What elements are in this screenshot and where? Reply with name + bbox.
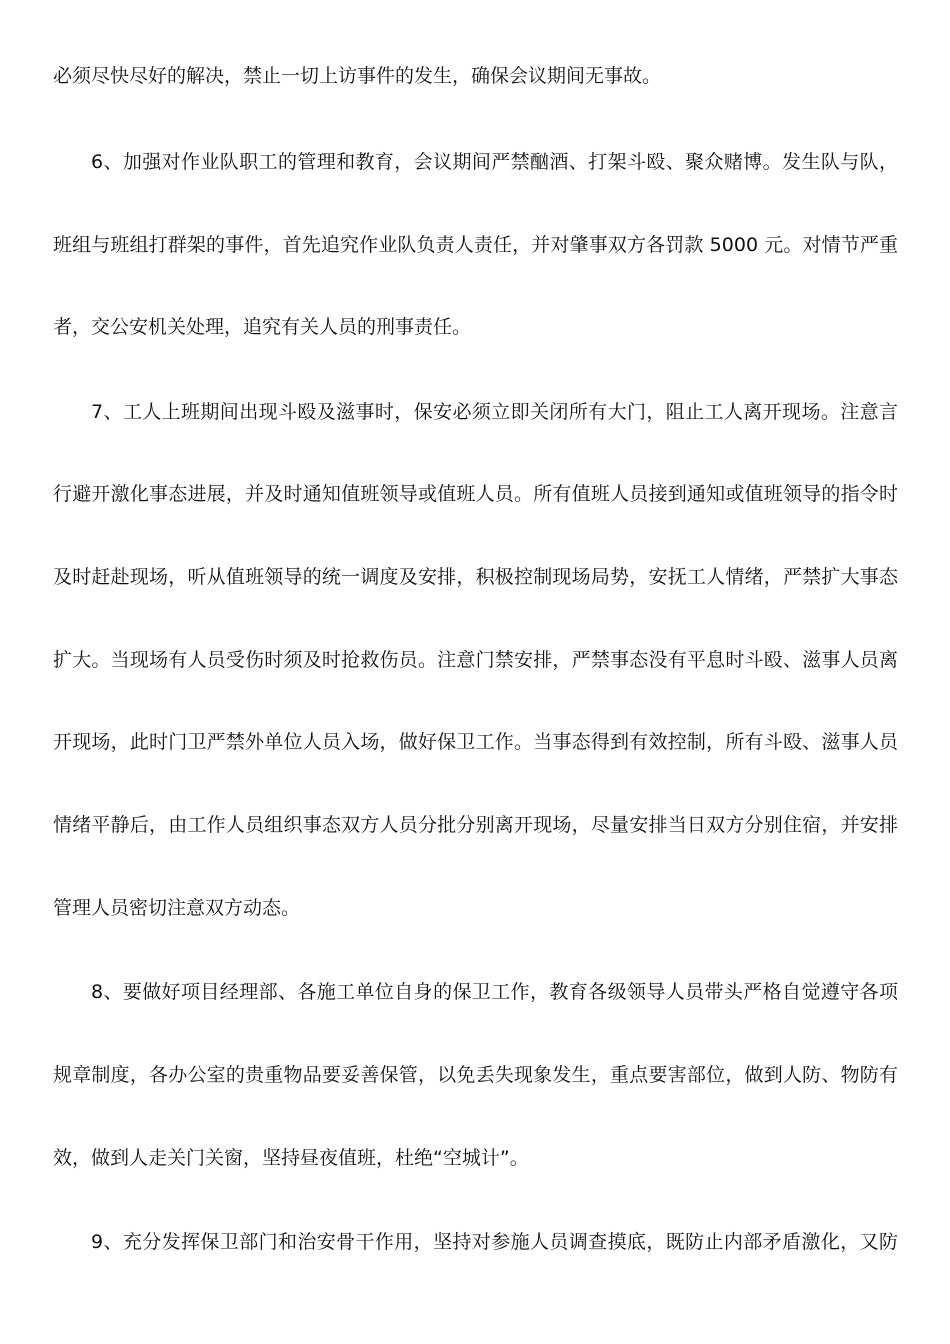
paragraph-7-line: 及时赶赴现场，听从值班领导的统一调度及安排，积极控制现场局势，安抚工人情绪，严禁扩大事态 — [53, 566, 898, 588]
paragraph-8-line: 规章制度，各办公室的贵重物品要妥善保管，以免丢失现象发生，重点要害部位，做到人防、物防有 — [53, 1064, 898, 1086]
paragraph-7-line: 7、工人上班期间出现斗殴及滋事时，保安必须立即关闭所有大门，阻止工人离开现场。注意言 — [91, 401, 898, 423]
text-line: 必须尽快尽好的解决，禁止一切上访事件的发生，确保会议期间无事故。 — [53, 65, 662, 87]
paragraph-6-line: 者，交公安机关处理，追究有关人员的刑事责任。 — [53, 316, 472, 338]
paragraph-6-line: 班组与班组打群架的事件，首先追究作业队负责人责任，并对肇事双方各罚款 5000 元。对情节严重 — [53, 234, 898, 256]
paragraph-7-line: 开现场，此时门卫严禁外单位人员入场，做好保卫工作。当事态得到有效控制，所有斗殴、滋事人员 — [53, 731, 898, 753]
paragraph-7-line: 扩大。当现场有人员受伤时须及时抢救伤员。注意门禁安排，严禁事态没有平息时斗殴、滋事人员离 — [53, 649, 898, 671]
paragraph-9-line: 9、充分发挥保卫部门和治安骨干作用，坚持对参施人员调查摸底，既防止内部矛盾激化，又防 — [91, 1231, 898, 1253]
paragraph-8-line: 8、要做好项目经理部、各施工单位自身的保卫工作，教育各级领导人员带头严格自觉遵守各项 — [91, 981, 898, 1003]
paragraph-6-line: 6、加强对作业队职工的管理和教育，会议期间严禁酗酒、打架斗殴、聚众赌博。发生队与队， — [91, 151, 898, 173]
paragraph-7-line: 情绪平静后，由工作人员组织事态双方人员分批分别离开现场，尽量安排当日双方分别住宿，并安排 — [53, 814, 898, 836]
paragraph-8-line: 效，做到人走关门关窗，坚持昼夜值班，杜绝“空城计”。 — [53, 1147, 529, 1169]
paragraph-7-line: 行避开激化事态进展，并及时通知值班领导或值班人员。所有值班人员接到通知或值班领导的指令时 — [53, 483, 898, 505]
paragraph-7-line: 管理人员密切注意双方动态。 — [53, 897, 301, 919]
